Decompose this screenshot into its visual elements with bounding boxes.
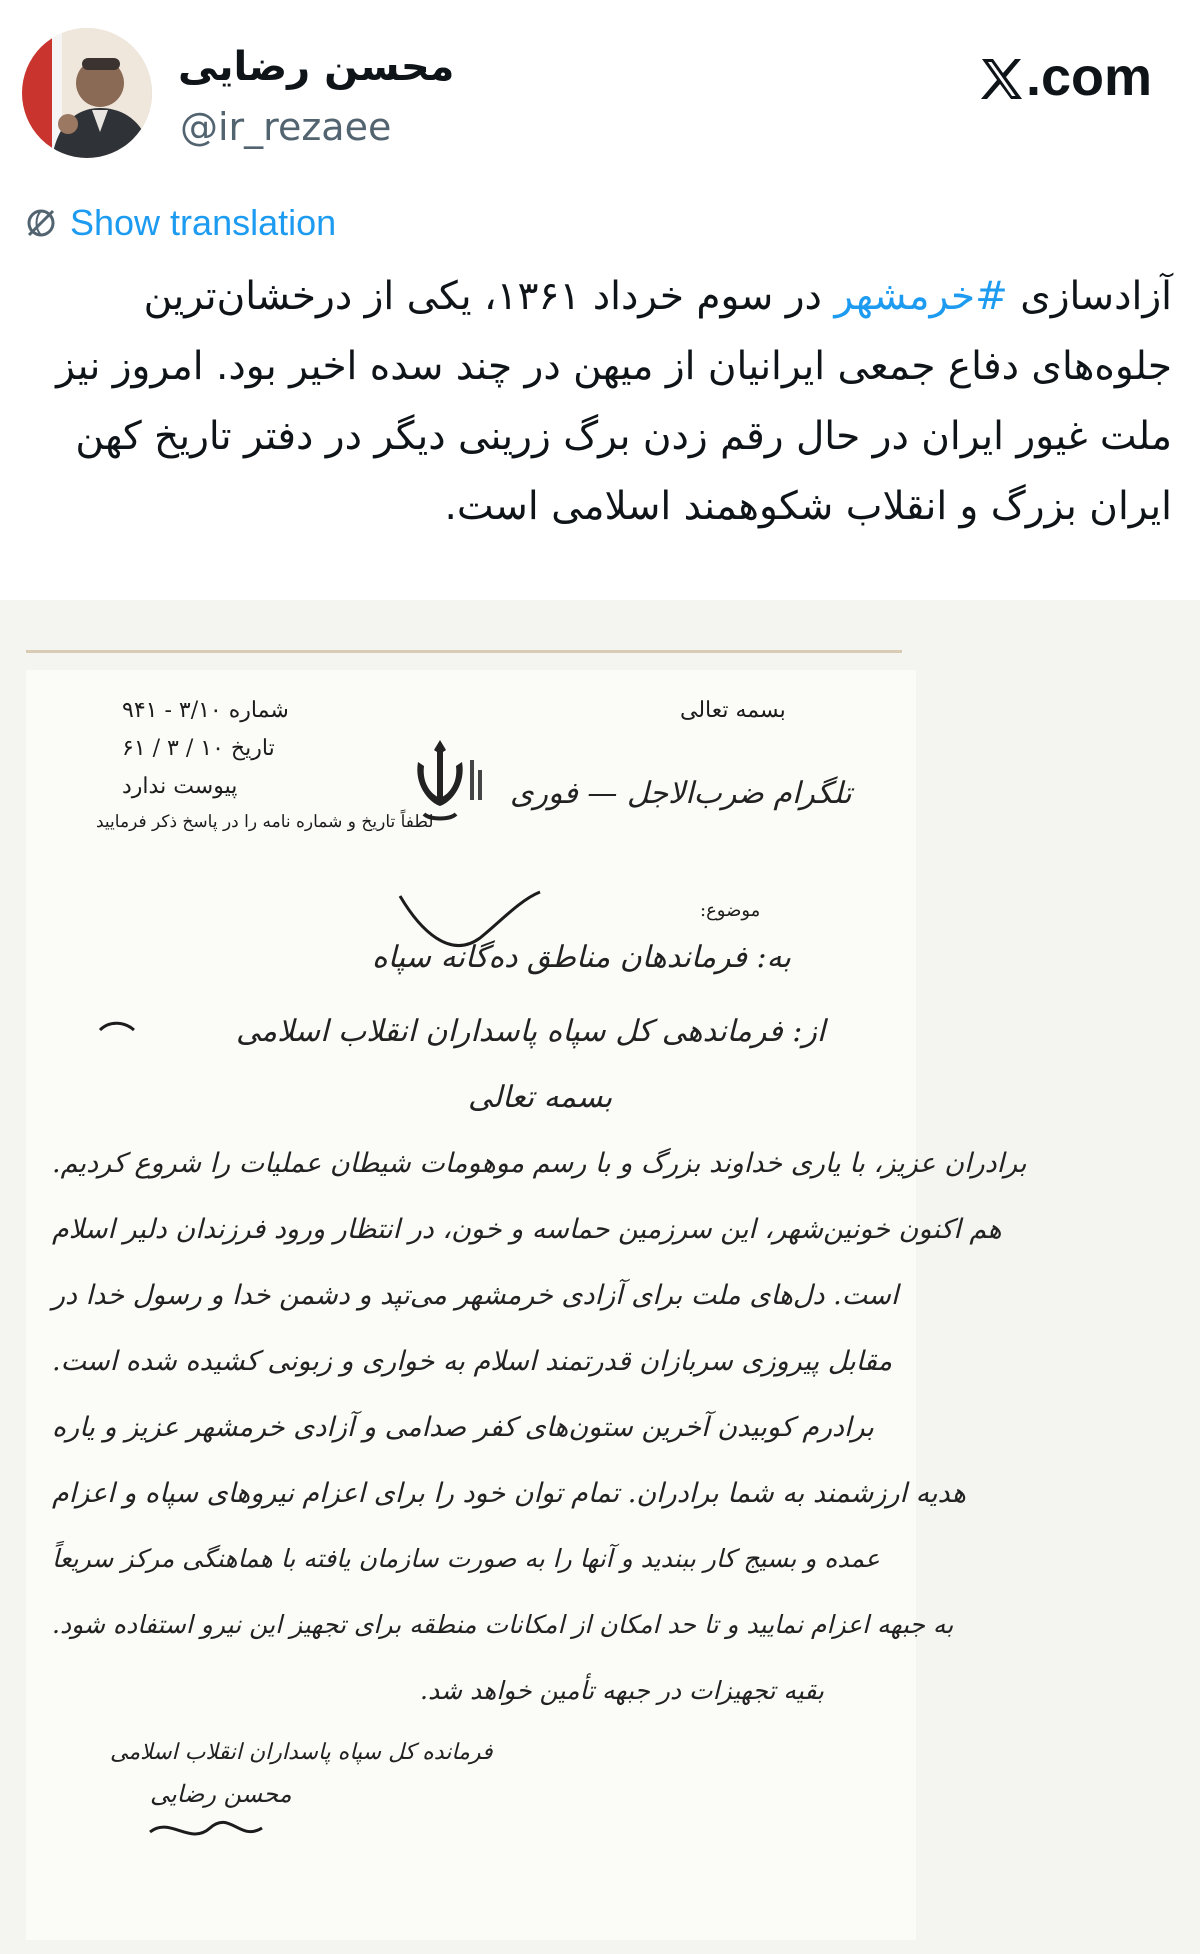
letter-heading: بسمه تعالی bbox=[680, 698, 786, 723]
letter-body-line: است. دل‌های ملت برای آزادی خرمشهر می‌تپد و دشمن خدا و رسول خدا در bbox=[52, 1280, 899, 1311]
letter-body-line: برادرم کوبیدن آخرین ستون‌های کفر صدامی و آزادی خرمشهر عزیز و یاره bbox=[52, 1412, 874, 1443]
letter-body-line: عمده و بسیج کار ببندید و آنها را به صورت سازمان یافته با هماهنگی مرکز سریعاً bbox=[52, 1544, 880, 1573]
author-handle[interactable]: @ir_rezaee bbox=[180, 105, 392, 149]
letter-date: تاریخ ۱۰ / ۳ / ۶۱ bbox=[122, 736, 275, 761]
letter-signature-title: فرمانده کل سپاه پاسداران انقلاب اسلامی bbox=[110, 1740, 493, 1765]
irgc-emblem-icon bbox=[417, 740, 482, 819]
letter-from: از: فرماندهی کل سپاه پاسداران انقلاب اسلامی bbox=[236, 1014, 826, 1049]
x-logo-icon bbox=[978, 56, 1024, 102]
show-translation-label: Show translation bbox=[70, 202, 337, 243]
letter-body-line: هم اکنون خونین‌شهر، این سرزمین حماسه و خون، در انتظار ورود فرزندان دلیر اسلام bbox=[52, 1214, 1002, 1245]
globe-translate-icon bbox=[24, 206, 58, 240]
letter-body-line: هدیه ارزشمند به شما برادران. تمام توان خود را برای اعزام نیروهای سپاه و اعزام bbox=[52, 1478, 966, 1509]
letter-subject-label: موضوع: bbox=[700, 900, 761, 921]
letter-attachment: پیوست ندارد bbox=[122, 774, 238, 799]
letter-classification: تلگرام ضرب‌الاجل — فوری bbox=[510, 776, 852, 811]
letter-signature-name: محسن رضایی bbox=[150, 1780, 292, 1808]
show-translation-link[interactable] bbox=[24, 202, 336, 244]
letter-body-line: برادران عزیز، با یاری خداوند بزرگ و با رسم موهومات شیطان عملیات را شروع کردیم. bbox=[52, 1148, 1027, 1179]
letter-to: به: فرماندهان مناطق ده‌گانه سپاه bbox=[372, 940, 792, 975]
tweet-text bbox=[24, 262, 1172, 542]
x-com-brand bbox=[978, 46, 1152, 108]
tweet-header bbox=[0, 0, 1200, 180]
letter-body-line: به جبهه اعزام نمایید و تا حد امکان از امکانات منطقه برای تجهیز این نیرو استفاده شود. bbox=[52, 1610, 954, 1639]
letter-body-line: مقابل پیروزی سربازان قدرتمند اسلام به خواری و زبونی کشیده شده است. bbox=[52, 1346, 893, 1377]
letter-number: شماره ۳/۱۰ - ۹۴۱ bbox=[122, 698, 289, 723]
tweet-text-after: در سوم خرداد ۱۳۶۱، یکی از درخشان‌ترین جلوه‌های دفاع جمعی ایرانیان از میهن در چند سده اخیر بود. امروز نیز ملت غیور ایران در حال رقم زدن برگ زرینی دیگر در دفتر تاریخ کهن ایران بزرگ و انقلاب شکوهمند اسلامی است. bbox=[56, 274, 1172, 529]
avatar[interactable] bbox=[22, 28, 152, 158]
attached-letter-image[interactable] bbox=[0, 600, 1200, 1954]
tweet-text-before: آزادسازی bbox=[1007, 274, 1172, 319]
avatar-photo bbox=[22, 28, 152, 158]
brand-domain: .com bbox=[1025, 47, 1152, 107]
letter-footer-note: لطفاً تاریخ و شماره نامه را در پاسخ ذکر فرمایید bbox=[96, 812, 434, 832]
author-name[interactable]: محسن رضایی bbox=[178, 44, 455, 90]
hashtag-link[interactable]: #خرمشهر bbox=[834, 274, 1008, 319]
letter-opening: بسمه تعالی bbox=[468, 1080, 613, 1115]
letter-body-line: بقیه تجهیزات در جبهه تأمین خواهد شد. bbox=[420, 1676, 824, 1705]
